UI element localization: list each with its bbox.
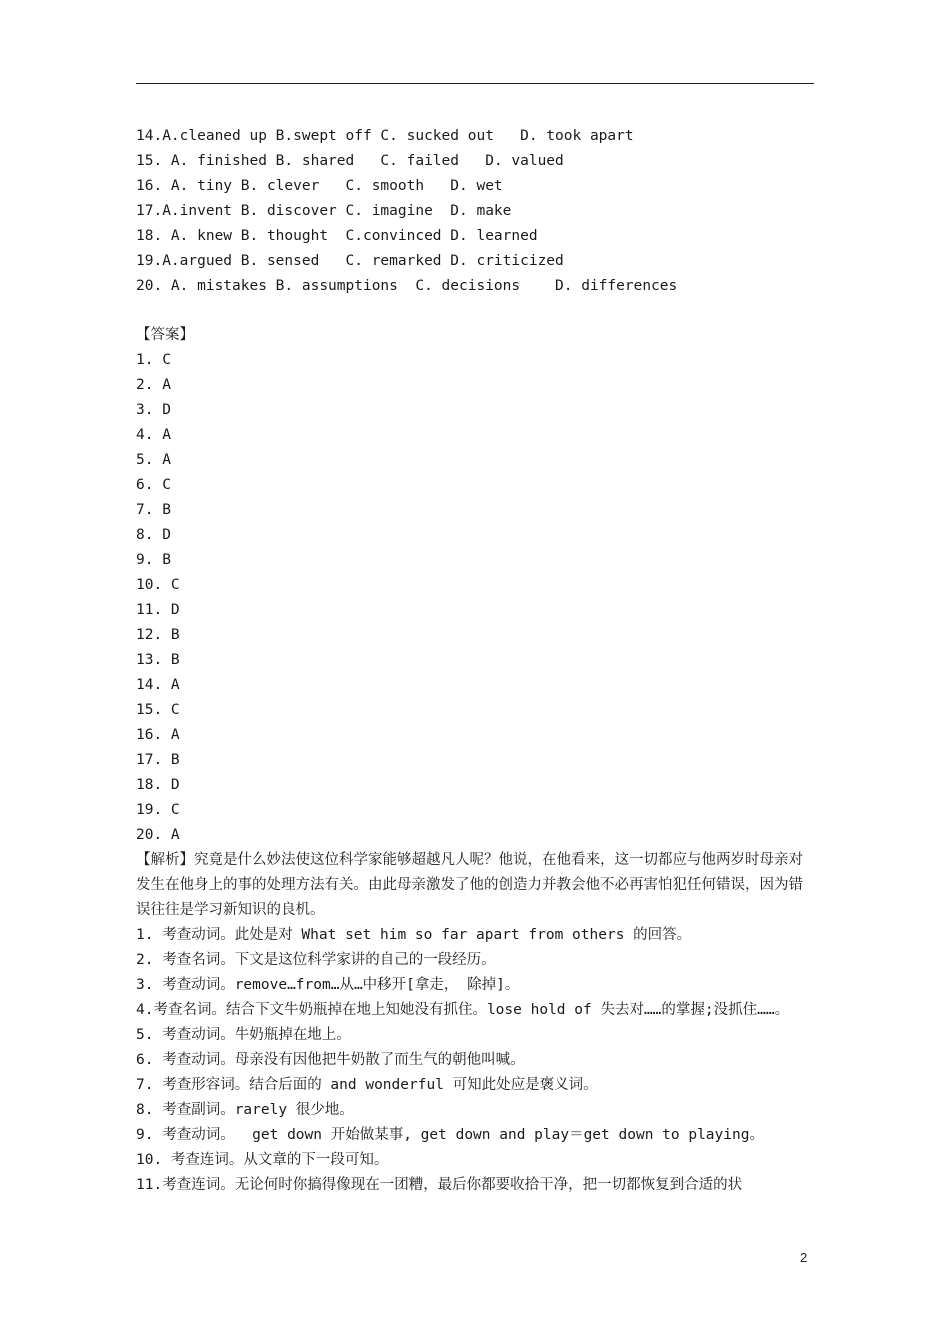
explanation-item: 2. 考查名词。下文是这位科学家讲的自己的一段经历。 (136, 952, 496, 968)
explanation-item: 11.考查连词。无论何时你搞得像现在一团糟，最后你都要收拾干净，把一切都恢复到合适的状 (136, 1177, 743, 1193)
answer-item: 3. D (136, 402, 171, 418)
spacer (136, 299, 816, 323)
option-line: 17.A.invent B. discover C. imagine D. make (136, 203, 512, 219)
answer-item: 15. C (136, 702, 180, 718)
answer-item: 7. B (136, 502, 171, 518)
page-number: 2 (800, 1250, 808, 1265)
answer-item: 17. B (136, 752, 180, 768)
answer-item: 12. B (136, 627, 180, 643)
page-content (136, 124, 816, 1198)
explanation-item: 10. 考查连词。从文章的下一段可知。 (136, 1152, 389, 1168)
explanation-item: 6. 考查动词。母亲没有因他把牛奶散了而生气的朝他叫喊。 (136, 1052, 525, 1068)
option-line: 18. A. knew B. thought C.convinced D. learned (136, 228, 538, 244)
explanation-item: 1. 考查动词。此处是对 What set him so far apart from others 的回答。 (136, 927, 692, 943)
explanation-item: 4.考查名词。结合下文牛奶瓶掉在地上知她没有抓住。lose hold of 失去对……的掌握;没抓住……。 (136, 1002, 790, 1018)
option-line: 16. A. tiny B. clever C. smooth D. wet (136, 178, 503, 194)
answer-item: 4. A (136, 427, 171, 443)
answer-item: 20. A (136, 827, 180, 843)
answer-item: 11. D (136, 602, 180, 618)
answer-item: 16. A (136, 727, 180, 743)
explanation-item: 7. 考查形容词。结合后面的 and wonderful 可知此处应是褒义词。 (136, 1077, 598, 1093)
explanation-item: 5. 考查动词。牛奶瓶掉在地上。 (136, 1027, 351, 1043)
answer-item: 2. A (136, 377, 171, 393)
answer-header: 【答案】 (136, 327, 194, 343)
answer-item: 6. C (136, 477, 171, 493)
explanation-item: 9. 考查动词。 get down 开始做某事, get down and play＝get down to playing。 (136, 1127, 764, 1143)
option-line: 20. A. mistakes B. assumptions C. decisions D. differences (136, 278, 678, 294)
header-rule (136, 83, 814, 84)
answer-item: 10. C (136, 577, 180, 593)
answer-item: 9. B (136, 552, 171, 568)
answer-item: 5. A (136, 452, 171, 468)
analysis-intro: 【解析】究竟是什么妙法使这位科学家能够超越凡人呢？他说，在他看来，这一切都应与他两岁时母亲对发生在他身上的事的处理方法有关。由此母亲激发了他的创造力并教会他不必再害怕犯任何错误，因为错误往往是学习新知识的良机。 (136, 852, 803, 918)
option-line: 15. A. finished B. shared C. failed D. valued (136, 153, 564, 169)
answer-item: 8. D (136, 527, 171, 543)
option-line: 19.A.argued B. sensed C. remarked D. criticized (136, 253, 564, 269)
option-line: 14.A.cleaned up B.swept off C. sucked out D. took apart (136, 128, 634, 144)
answer-item: 18. D (136, 777, 180, 793)
explanation-item: 3. 考查动词。remove…from…从…中移开[拿走， 除掉]。 (136, 977, 520, 993)
answer-item: 13. B (136, 652, 180, 668)
answer-item: 1. C (136, 352, 171, 368)
explanation-item: 8. 考查副词。rarely 很少地。 (136, 1102, 354, 1118)
answer-item: 14. A (136, 677, 180, 693)
answer-item: 19. C (136, 802, 180, 818)
